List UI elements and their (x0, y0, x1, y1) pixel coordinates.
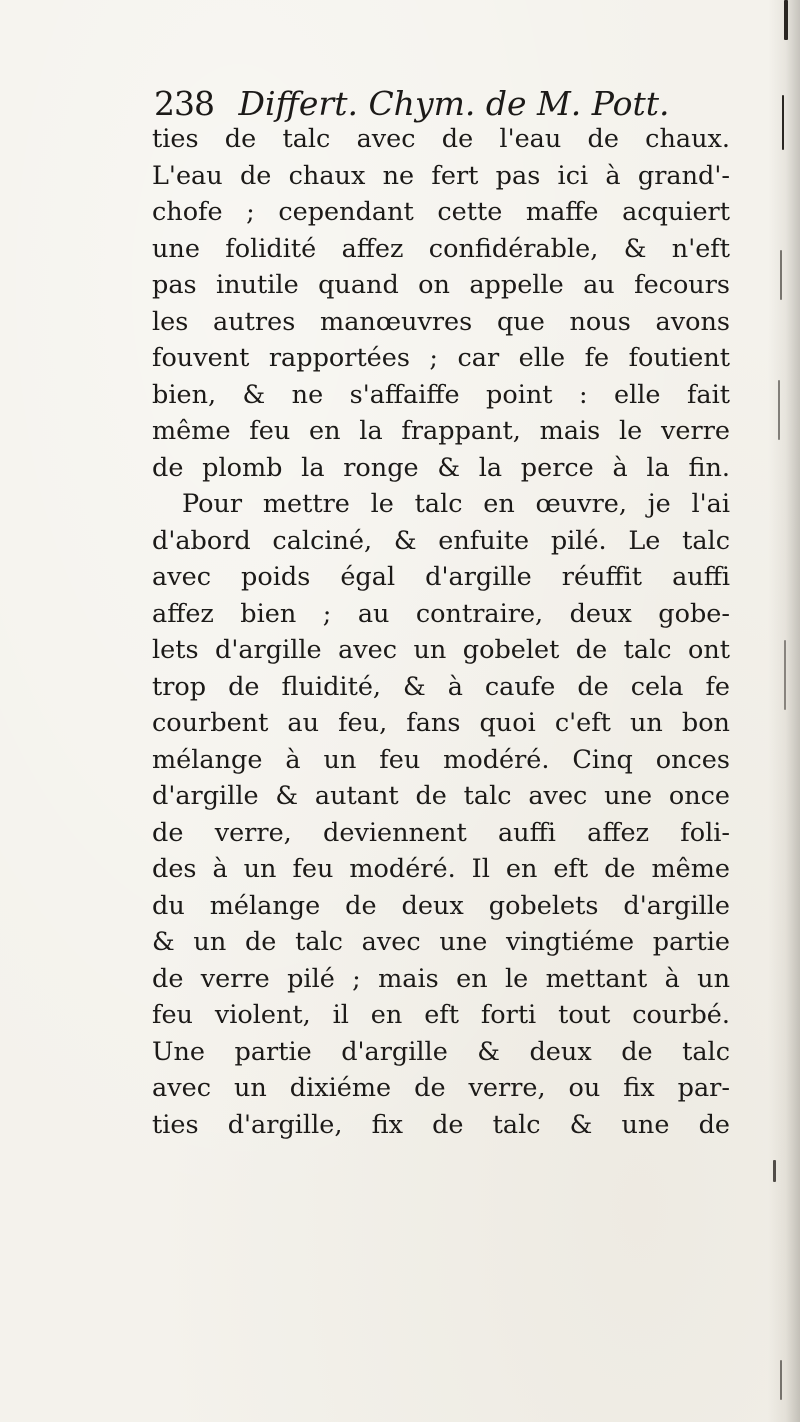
text-line: avec un dixiéme de verre, ou fix par- (152, 1073, 730, 1103)
page-edge-shadow (768, 0, 800, 1422)
text-line: de verre, deviennent auffi affez foli- (152, 817, 730, 848)
text-line: affez bien ; au contraire, deux gobe- (152, 598, 730, 629)
text-line: même feu en la frappant, mais le verre (152, 416, 730, 446)
body-text (152, 121, 730, 1143)
text-line: courbent au feu, fans quoi c'eft un bon (152, 708, 730, 738)
edge-mark (780, 250, 782, 300)
edge-mark (782, 95, 784, 150)
text-line: bien, & ne s'affaiffe point : elle fait (152, 379, 730, 410)
text-line: de verre pilé ; mais en le mettant à un (152, 963, 730, 994)
text-line: lets d'argille avec un gobelet de talc ont (152, 635, 730, 665)
edge-mark (773, 1160, 776, 1182)
text-line: fouvent rapportées ; car elle fe foutient (152, 343, 730, 373)
text-line: des à un feu modéré. Il en eft de même (152, 854, 730, 884)
text-line: mélange à un feu modéré. Cinq onces (152, 744, 730, 775)
text-line: d'abord calciné, & enfuite pilé. Le talc (152, 525, 730, 556)
text-line: pas inutile quand on appelle au fecours (152, 270, 730, 300)
text-line: trop de fluidité, & à caufe de cela fe (152, 671, 730, 702)
running-head: Differt. Chym. de M. Pott. (238, 84, 670, 123)
text-line: ties de talc avec de l'eau de chaux. (152, 124, 730, 154)
text-line: feu violent, il en eft forti tout courbé. (152, 1000, 730, 1030)
edge-mark (784, 0, 788, 40)
text-line: d'argille & autant de talc avec une once (152, 781, 730, 811)
text-line: & un de talc avec une vingtiéme partie (152, 927, 730, 957)
page-number: 238 (154, 84, 214, 123)
text-line: chofe ; cependant cette maffe acquiert (152, 197, 730, 227)
edge-mark (780, 1360, 782, 1400)
text-line: du mélange de deux gobelets d'argille (152, 890, 730, 921)
edge-mark (778, 380, 780, 440)
paragraph-start-line: Pour mettre le talc en œuvre, je l'ai (182, 489, 730, 519)
text-line: de plomb la ronge & la perce à la fin. (152, 452, 730, 483)
text-line: avec poids égal d'argille réuffit auffi (152, 562, 730, 592)
text-line: les autres manœuvres que nous avons (152, 306, 730, 337)
text-line: une folidité affez confidérable, & n'eft (152, 233, 730, 264)
edge-mark (784, 640, 786, 710)
text-line: ties d'argille, fix de talc & une de (152, 1109, 730, 1140)
text-line: Une partie d'argille & deux de talc (152, 1036, 730, 1067)
text-line: L'eau de chaux ne fert pas ici à grand'- (152, 160, 730, 191)
